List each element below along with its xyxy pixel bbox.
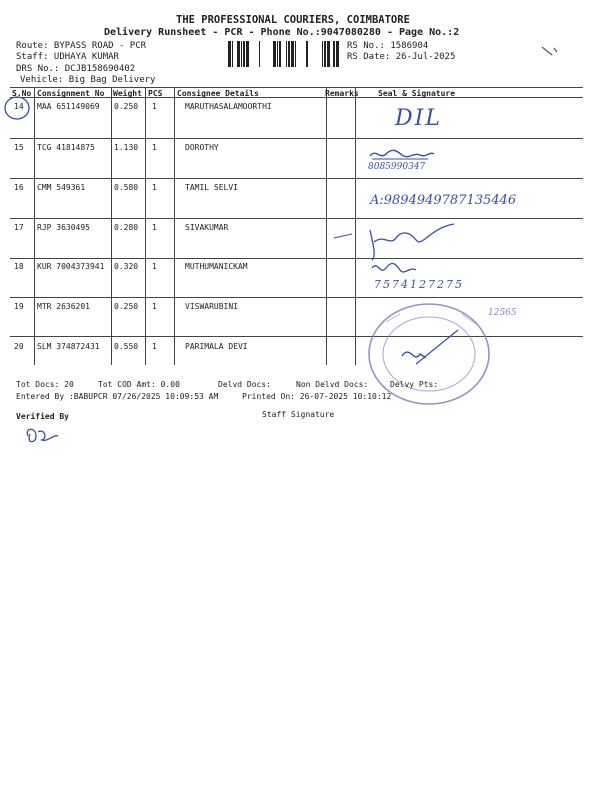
staff-signature-label: Staff Signature bbox=[262, 410, 335, 419]
row-pcs: 1 bbox=[152, 342, 157, 351]
barcode-bar bbox=[259, 41, 260, 67]
handwritten-note: 12565 bbox=[488, 308, 517, 318]
col-consignment: Consignment No bbox=[37, 89, 105, 98]
row-consignment: SLM 374872431 bbox=[37, 342, 100, 351]
handwritten-phone: 8085990347 bbox=[368, 162, 426, 172]
col-pcs: PCS bbox=[148, 89, 163, 98]
row-weight: 0.250 bbox=[114, 102, 139, 111]
row-consignment: TCG 41814875 bbox=[37, 143, 95, 152]
row-sno: 19 bbox=[14, 302, 24, 311]
signature-scribble-icon bbox=[368, 146, 438, 162]
row-sno: 17 bbox=[14, 223, 24, 232]
printed-on: Printed On: 26-07-2025 10:10:12 bbox=[242, 392, 392, 401]
row-consignment: KUR 7004373941 bbox=[37, 262, 105, 271]
row-pcs: 1 bbox=[152, 143, 157, 152]
row-pcs: 1 bbox=[152, 183, 157, 192]
handwritten-phone: 7574127275 bbox=[374, 278, 464, 291]
barcode-bar bbox=[324, 41, 326, 67]
signature-scribble-icon bbox=[370, 258, 430, 280]
runsheet-subtitle: Delivery Runsheet - PCR - Phone No.:9047080280 - Page No.:2 bbox=[104, 27, 460, 38]
row-pcs: 1 bbox=[152, 223, 157, 232]
barcode-bar bbox=[273, 41, 276, 67]
handwritten-signature: DIL bbox=[395, 106, 442, 131]
row-pcs: 1 bbox=[152, 102, 157, 111]
drs-label: DRS No.: DCJB158690402 bbox=[16, 64, 136, 74]
barcode-bar bbox=[228, 41, 231, 67]
row-weight: 1.130 bbox=[114, 143, 139, 152]
total-cod-amount: Tot COD Amt: 0.00 bbox=[98, 380, 180, 389]
row-pcs: 1 bbox=[152, 302, 157, 311]
total-docs: Tot Docs: 20 bbox=[16, 380, 74, 389]
col-seal-signature: Seal & Signature bbox=[378, 89, 456, 98]
barcode-bar bbox=[291, 41, 294, 67]
barcode-bar bbox=[279, 41, 281, 67]
row-consignee: MARUTHASALAMOORTHI bbox=[185, 102, 272, 111]
route-label: Route: BYPASS ROAD - PCR bbox=[16, 41, 147, 51]
row-consignee: VISWARUBINI bbox=[185, 302, 238, 311]
row-sno: 16 bbox=[14, 183, 24, 192]
delivered-docs: Delvd Docs: bbox=[218, 380, 271, 389]
barcode-bar bbox=[288, 41, 290, 67]
barcode-bar bbox=[327, 41, 330, 67]
circle-mark-icon bbox=[2, 94, 34, 122]
row-consignment: RJP 3630495 bbox=[37, 223, 90, 232]
verifier-signature-icon bbox=[22, 424, 62, 448]
verified-by-label: Verified By bbox=[16, 412, 69, 421]
row-weight: 0.280 bbox=[114, 223, 139, 232]
barcode-bar bbox=[243, 41, 245, 67]
row-pcs: 1 bbox=[152, 262, 157, 271]
col-weight: Weight bbox=[113, 89, 142, 98]
rs-number: RS No.: 1586904 bbox=[347, 41, 429, 51]
barcode-bar bbox=[333, 41, 335, 67]
row-consignee: PARIMALA DEVI bbox=[185, 342, 248, 351]
row-consignee: MUTHUMANICKAM bbox=[185, 262, 248, 271]
barcode-bar bbox=[237, 41, 240, 67]
barcode-bar bbox=[295, 41, 296, 67]
col-consignee: Consignee Details bbox=[177, 89, 259, 98]
non-delivered-docs: Non Delvd Docs: bbox=[296, 380, 369, 389]
delivery-points: Delvy Pts: bbox=[390, 380, 439, 389]
row-weight: 0.320 bbox=[114, 262, 139, 271]
barcode-bar bbox=[232, 41, 233, 67]
row-sno: 18 bbox=[14, 262, 24, 271]
entered-by: Entered By :BABUPCR 07/26/2025 10:09:53 AM bbox=[16, 392, 219, 401]
company-name: THE PROFESSIONAL COURIERS, COIMBATORE bbox=[176, 14, 410, 26]
barcode-bar bbox=[336, 41, 339, 67]
barcode-bar bbox=[277, 41, 278, 67]
row-consignee: SIVAKUMAR bbox=[185, 223, 229, 232]
vehicle-label: Vehicle: Big Bag Delivery bbox=[20, 75, 156, 85]
row-consignment: MTR 2636201 bbox=[37, 302, 90, 311]
row-sno: 14 bbox=[14, 102, 24, 111]
pen-mark-icon bbox=[540, 44, 560, 58]
col-sno: S.No bbox=[12, 89, 32, 98]
barcode-bar bbox=[322, 41, 323, 67]
signature-scribble-icon bbox=[330, 220, 460, 262]
rs-date: RS Date: 26-Jul-2025 bbox=[347, 52, 456, 62]
row-consignment: MAA 651149069 bbox=[37, 102, 100, 111]
row-weight: 0.580 bbox=[114, 183, 139, 192]
row-weight: 0.250 bbox=[114, 302, 139, 311]
col-remarks: Remarks bbox=[325, 89, 359, 98]
row-sno: 15 bbox=[14, 143, 24, 152]
barcode-icon bbox=[228, 41, 340, 67]
row-weight: 0.550 bbox=[114, 342, 139, 351]
barcode-bar bbox=[241, 41, 242, 67]
handwritten-note: A:9894949787135446 bbox=[370, 193, 517, 208]
barcode-bar bbox=[286, 41, 287, 67]
row-sno: 20 bbox=[14, 342, 24, 351]
staff-label: Staff: UDHAYA KUMAR bbox=[16, 52, 119, 62]
barcode-bar bbox=[306, 41, 308, 67]
row-consignment: CMM 549361 bbox=[37, 183, 86, 192]
barcode-bar bbox=[246, 41, 249, 67]
row-consignee: DOROTHY bbox=[185, 143, 219, 152]
row-consignee: TAMIL SELVI bbox=[185, 183, 238, 192]
